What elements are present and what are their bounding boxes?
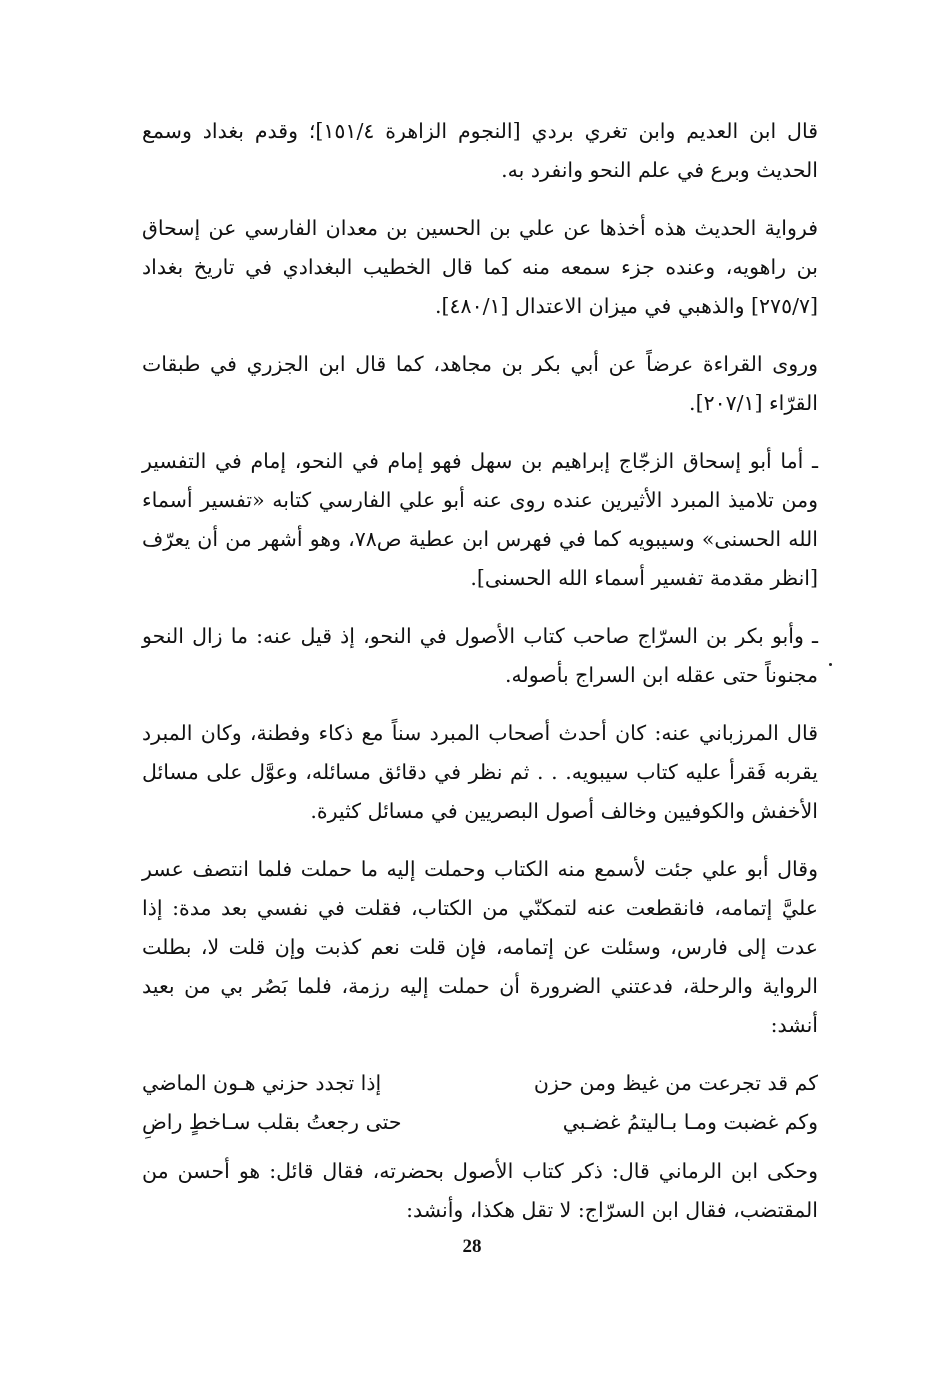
poem xyxy=(142,1064,818,1142)
poem-line-1-second-hemistich: إذا تجدد حزني هـون الماضي xyxy=(142,1071,382,1095)
paragraph-closing: وحكى ابن الرماني قال: ذكر كتاب الأصول بحضرته، فقال قائل: هو أحسن من المقتضب، فقال ابن السرّاج: لا تقل هكذا، وأنشد: xyxy=(142,1159,818,1222)
paragraph-4: ـ أما أبو إسحاق الزجّاج إبراهيم بن سهل فهو إمام في النحو، إمام في التفسير ومن تلاميذ المبرد الأثيرين عنده روى عنه أبو علي الفارسي كتابه «تفسير أسماء الله الحسنى» وسيبويه كما في فهرس ابن عطية ص٧٨، وهو أشهر من أن يعرّف [انظر مقدمة تفسير أسماء الله الحسنى]. xyxy=(142,449,818,590)
paragraph-2: فرواية الحديث هذه أخذها عن علي بن الحسين بن معدان الفارسي عن إسحاق بن راهويه، وعنده جزء سمعه منه كما قال الخطيب البغدادي في تاريخ بغداد [٢٧٥/٧] والذهبي في ميزان الاعتدال [٤٨٠/١]. xyxy=(142,216,818,318)
poem-line-2-first-hemistich: وكم غضبت ومـا بـاليتمُ غضـبي xyxy=(562,1110,818,1134)
paragraph-1: قال ابن العديم وابن تغري بردي [النجوم الزاهرة ١٥١/٤]؛ وقدم بغداد وسمع الحديث وبرع في علم النحو وانفرد به. xyxy=(142,119,818,182)
paragraph-3: وروى القراءة عرضاً عن أبي بكر بن مجاهد، كما قال ابن الجزري في طبقات القرّاء [٢٠٧/١]. xyxy=(142,352,818,415)
paragraph-6: قال المرزباني عنه: كان أحدث أصحاب المبرد سناً مع ذكاء وفطنة، وكان المبرد يقربه فَقرأ عليه كتاب سيبويه. . . ثم نظر في دقائق مسائله، وعوَّل على مسائل الأخفش والكوفيين وخالف أصول البصريين في مسائل كثيرة. xyxy=(142,721,818,823)
main-text xyxy=(142,112,818,1249)
poem-line-2 xyxy=(142,1103,818,1142)
stray-mark xyxy=(829,663,832,666)
paragraph-5: ـ وأبو بكر بن السرّاج صاحب كتاب الأصول في النحو، إذ قيل عنه: ما زال النحو مجنوناً حتى عقله ابن السراج بأصوله. xyxy=(142,624,818,687)
poem-line-1-first-hemistich: كم قد تجرعت من غيظ ومن حزن xyxy=(533,1071,818,1095)
paragraph-7: وقال أبو علي جئت لأسمع منه الكتاب وحملت إليه ما حملت فلما انتصف عسر عليَّ إتمامه، فانقطعت عنه لتمكنّي من الكتاب، فقلت في نفسي بعد مدة: إذا عدت إلى فارس، وسئلت عن إتمامه، فإن قلت نعم كذبت وإن قلت لا، بطلت الرواية والرحلة، فدعتني الضرورة أن حملت إليه رزمة، فلما بَصُر بي من بعيد أنشد: xyxy=(142,857,818,1037)
poem-line-2-second-hemistich: حتى رجعتُ بقلب سـاخطٍ راضِ xyxy=(142,1110,402,1134)
page-number: 28 xyxy=(462,1236,482,1257)
poem-line-1 xyxy=(142,1064,818,1103)
